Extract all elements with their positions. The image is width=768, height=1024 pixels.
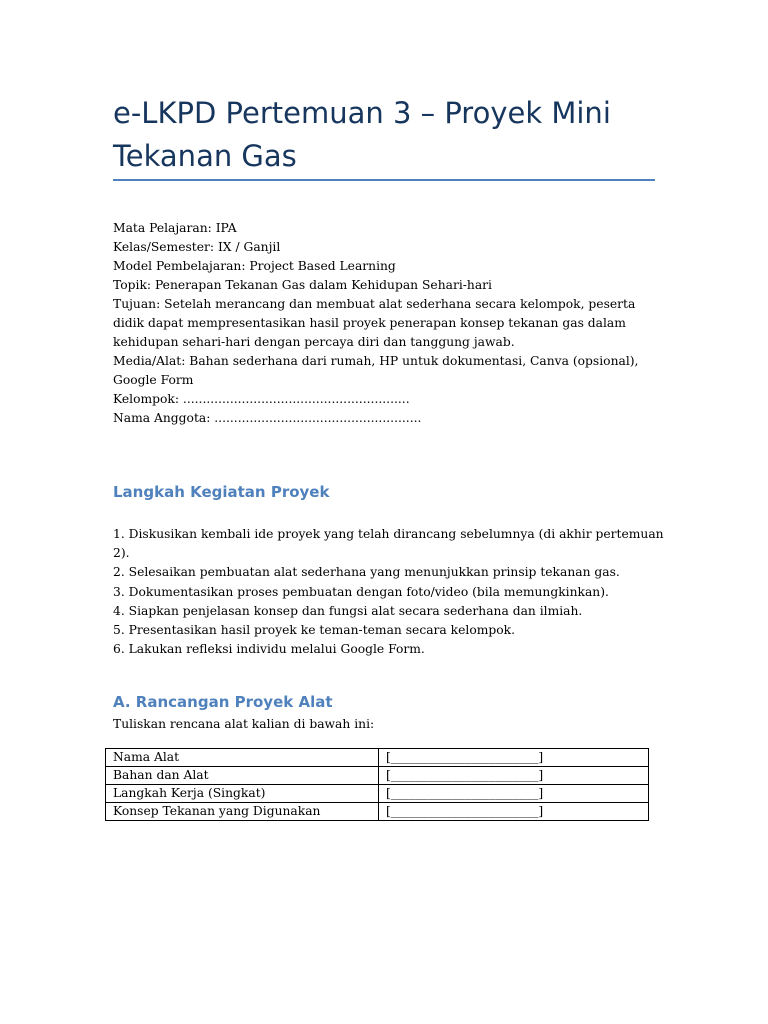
row-label: Nama Alat bbox=[106, 749, 379, 767]
info-media: Media/Alat: Bahan sederhana dari rumah, HP untuk dokumentasi, Canva (opsional), Google Form bbox=[113, 354, 639, 387]
row-label: Langkah Kerja (Singkat) bbox=[106, 785, 379, 803]
info-topic: Topik: Penerapan Tekanan Gas dalam Kehidupan Sehari-hari bbox=[113, 278, 492, 292]
info-group-field[interactable]: Kelompok: .......................................................... bbox=[113, 392, 410, 406]
table-row bbox=[106, 767, 649, 785]
project-plan-table bbox=[105, 748, 649, 821]
row-answer-field[interactable]: [________________________] bbox=[379, 767, 649, 785]
table-row bbox=[106, 749, 649, 767]
info-members-field[interactable]: Nama Anggota: ..................................................... bbox=[113, 411, 422, 425]
row-answer-field[interactable]: [________________________] bbox=[379, 785, 649, 803]
row-label: Konsep Tekanan yang Digunakan bbox=[106, 803, 379, 821]
step-item: 3. Dokumentasikan proses pembuatan dengan foto/video (bila memungkinkan). bbox=[113, 584, 609, 599]
step-item: 4. Siapkan penjelasan konsep dan fungsi alat secara sederhana dan ilmiah. bbox=[113, 603, 583, 618]
steps-heading: Langkah Kegiatan Proyek bbox=[113, 483, 330, 501]
row-answer-field[interactable]: [________________________] bbox=[379, 803, 649, 821]
info-learning-model: Model Pembelajaran: Project Based Learning bbox=[113, 259, 396, 273]
table-row bbox=[106, 803, 649, 821]
step-item: 6. Lakukan refleksi individu melalui Google Form. bbox=[113, 642, 425, 657]
lesson-info bbox=[113, 219, 658, 428]
steps-list bbox=[113, 525, 673, 659]
step-item: 5. Presentasikan hasil proyek ke teman-teman secara kelompok. bbox=[113, 623, 516, 638]
info-class-semester: Kelas/Semester: IX / Ganjil bbox=[113, 240, 281, 254]
title-divider bbox=[113, 179, 655, 181]
row-answer-field[interactable]: [________________________] bbox=[379, 749, 649, 767]
row-label: Bahan dan Alat bbox=[106, 767, 379, 785]
step-item: 2. Selesaikan pembuatan alat sederhana yang menunjukkan prinsip tekanan gas. bbox=[113, 565, 620, 580]
table-row bbox=[106, 785, 649, 803]
info-subject: Mata Pelajaran: IPA bbox=[113, 221, 237, 235]
info-objective: Tujuan: Setelah merancang dan membuat alat sederhana secara kelompok, peserta didik dapat mempresentasikan hasil proyek penerapan konsep tekanan gas dalam kehidupan sehari-hari dengan percaya diri dan tanggung jawab. bbox=[113, 297, 636, 349]
step-item: 1. Diskusikan kembali ide proyek yang telah dirancang sebelumnya (di akhir pertemuan 2). bbox=[113, 527, 664, 561]
document-title: e-LKPD Pertemuan 3 – Proyek Mini Tekanan Gas bbox=[113, 96, 611, 173]
section-a-heading: A. Rancangan Proyek Alat bbox=[113, 693, 333, 711]
section-a-intro: Tuliskan rencana alat kalian di bawah ini: bbox=[113, 717, 375, 731]
